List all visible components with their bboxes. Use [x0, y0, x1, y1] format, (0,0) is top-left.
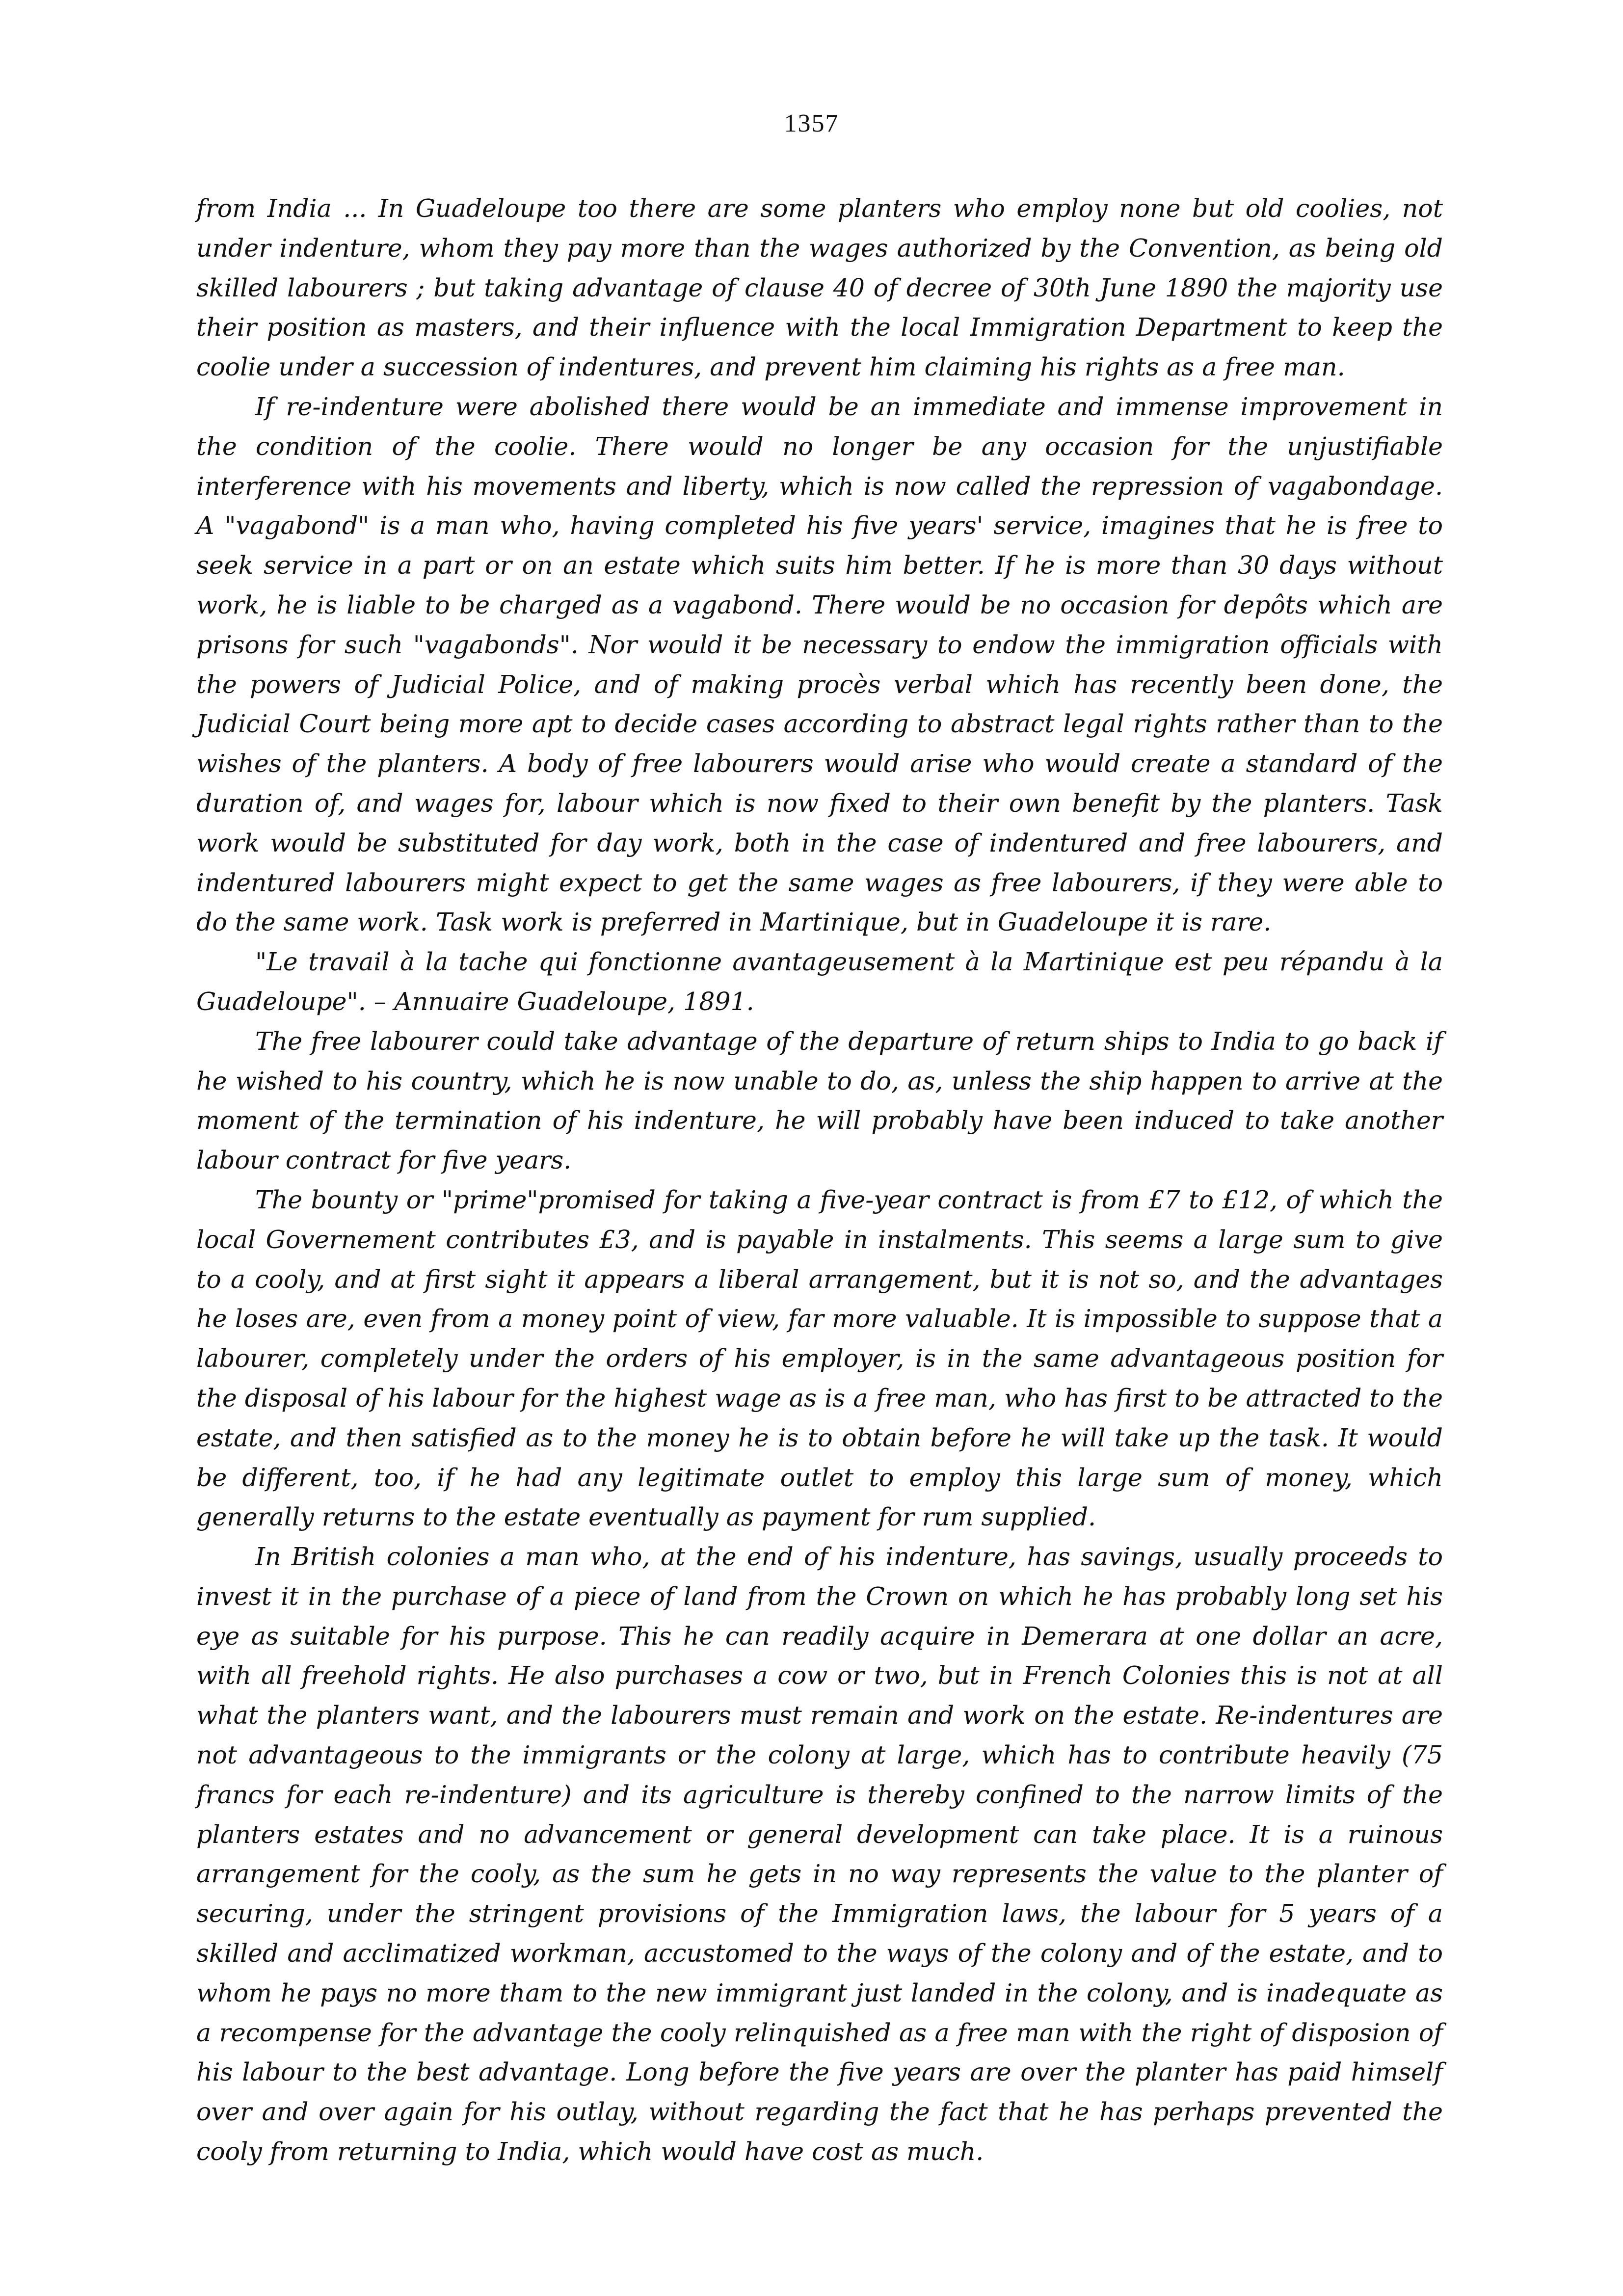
body-text: [196, 189, 1443, 2172]
paragraph-bounty: The bounty or "prime"promised for taking a five-year contract is from £7 to £12, of which the local Governement contributes £3, and is payable in instalments. This seems a large sum to give to a cooly, and at first sight it appears a liberal arrangement, but it is not so, and the advantages he loses are, even from a money point of view, far more valuable. It is impossible to suppose that a labourer, completely under the orders of his employer, is in the same advantageous position for the disposal of his labour for the highest wage as is a free man, who has first to be attracted to the estate, and then satisfied as to the money he is to obtain before he will take up the task. It would be different, too, if he had any legitimate outlet to employ this large sum of money, which generally returns to the estate eventually as payment for rum supplied.: [196, 1185, 1443, 1532]
paragraph-free-labourer: The free labourer could take advantage of the departure of return ships to India to go back if he wished to his country, which he is now unable to do, as, unless the ship happen to arrive at the moment of the termination of his indenture, he will probably have been induced to take another labour contract for five years.: [196, 1026, 1443, 1175]
paragraph-re-indenture: If re-indenture were abolished there would be an immediate and immense improvement in the condition of the coolie. There would no longer be any occasion for the unjustifiable interference with his movements and liberty, which is now called the repression of vagabondage. A "vagabond" is a man who, having completed his five years' service, imagines that he is free to seek service in a part or on an estate which suits him better. If he is more than 30 days without work, he is liable to be charged as a vagabond. There would be no occasion for depôts which are prisons for such "vagabonds". Nor would it be necessary to endow the immigration officials with the powers of Judicial Police, and of making procès verbal which has recently been done, the Judicial Court being more apt to decide cases according to abstract legal rights rather than to the wishes of the planters. A body of free labourers would arise who would create a standard of the duration of, and wages for, labour which is now fixed to their own benefit by the planters. Task work would be substituted for day work, both in the case of indentured and free labourers, and indentured labourers might expect to get the same wages as free labourers, if they were able to do the same work. Task work is preferred in Martinique, but in Guadeloupe it is rare.: [196, 392, 1443, 937]
page-number: 1357: [784, 109, 839, 137]
paragraph-british-colonies: In British colonies a man who, at the end of his indenture, has savings, usually proceeds to invest it in the purchase of a piece of land from the Crown on which he has probably long set his eye as suitable for his purpose. This he can readily acquire in Demerara at one dollar an acre, with all freehold rights. He also purchases a cow or two, but in French Colonies this is not at all what the planters want, and the labourers must remain and work on the estate. Re-indentures are not advantageous to the immigrants or the colony at large, which has to contribute heavily (75 francs for each re-indenture) and its agriculture is thereby confined to the narrow limits of the planters estates and no advancement or general development can take place. It is a ruinous arrangement for the cooly, as the sum he gets in no way represents the value to the planter of securing, under the stringent provisions of the Immigration laws, the labour for 5 years of a skilled and acclimatized workman, accustomed to the ways of the colony and of the estate, and to whom he pays no more tham to the new immigrant just landed in the colony, and is inadequate as a recompense for the advantage the cooly relinquished as a free man with the right of disposion of his labour to the best advantage. Long before the five years are over the planter has paid himself over and over again for his outlay, without regarding the fact that he has perhaps prevented the cooly from returning to India, which would have cost as much.: [196, 1542, 1443, 2166]
paragraph-quote-annuaire: "Le travail à la tache qui fonctionne avantageusement à la Martinique est peu répandu à la Guadeloupe". – Annuaire Guadeloupe, 1891.: [196, 947, 1443, 1016]
paragraph-continuation-india: from India ... In Guadeloupe too there are some planters who employ none but old coolies, not under indenture, whom they pay more than the wages authorized by the Convention, as being old skilled labourers ; but taking advantage of clause 40 of decree of 30th June 1890 the majority use their position as masters, and their influence with the local Immigration Department to keep the coolie under a succession of indentures, and prevent him claiming his rights as a free man.: [196, 194, 1443, 382]
